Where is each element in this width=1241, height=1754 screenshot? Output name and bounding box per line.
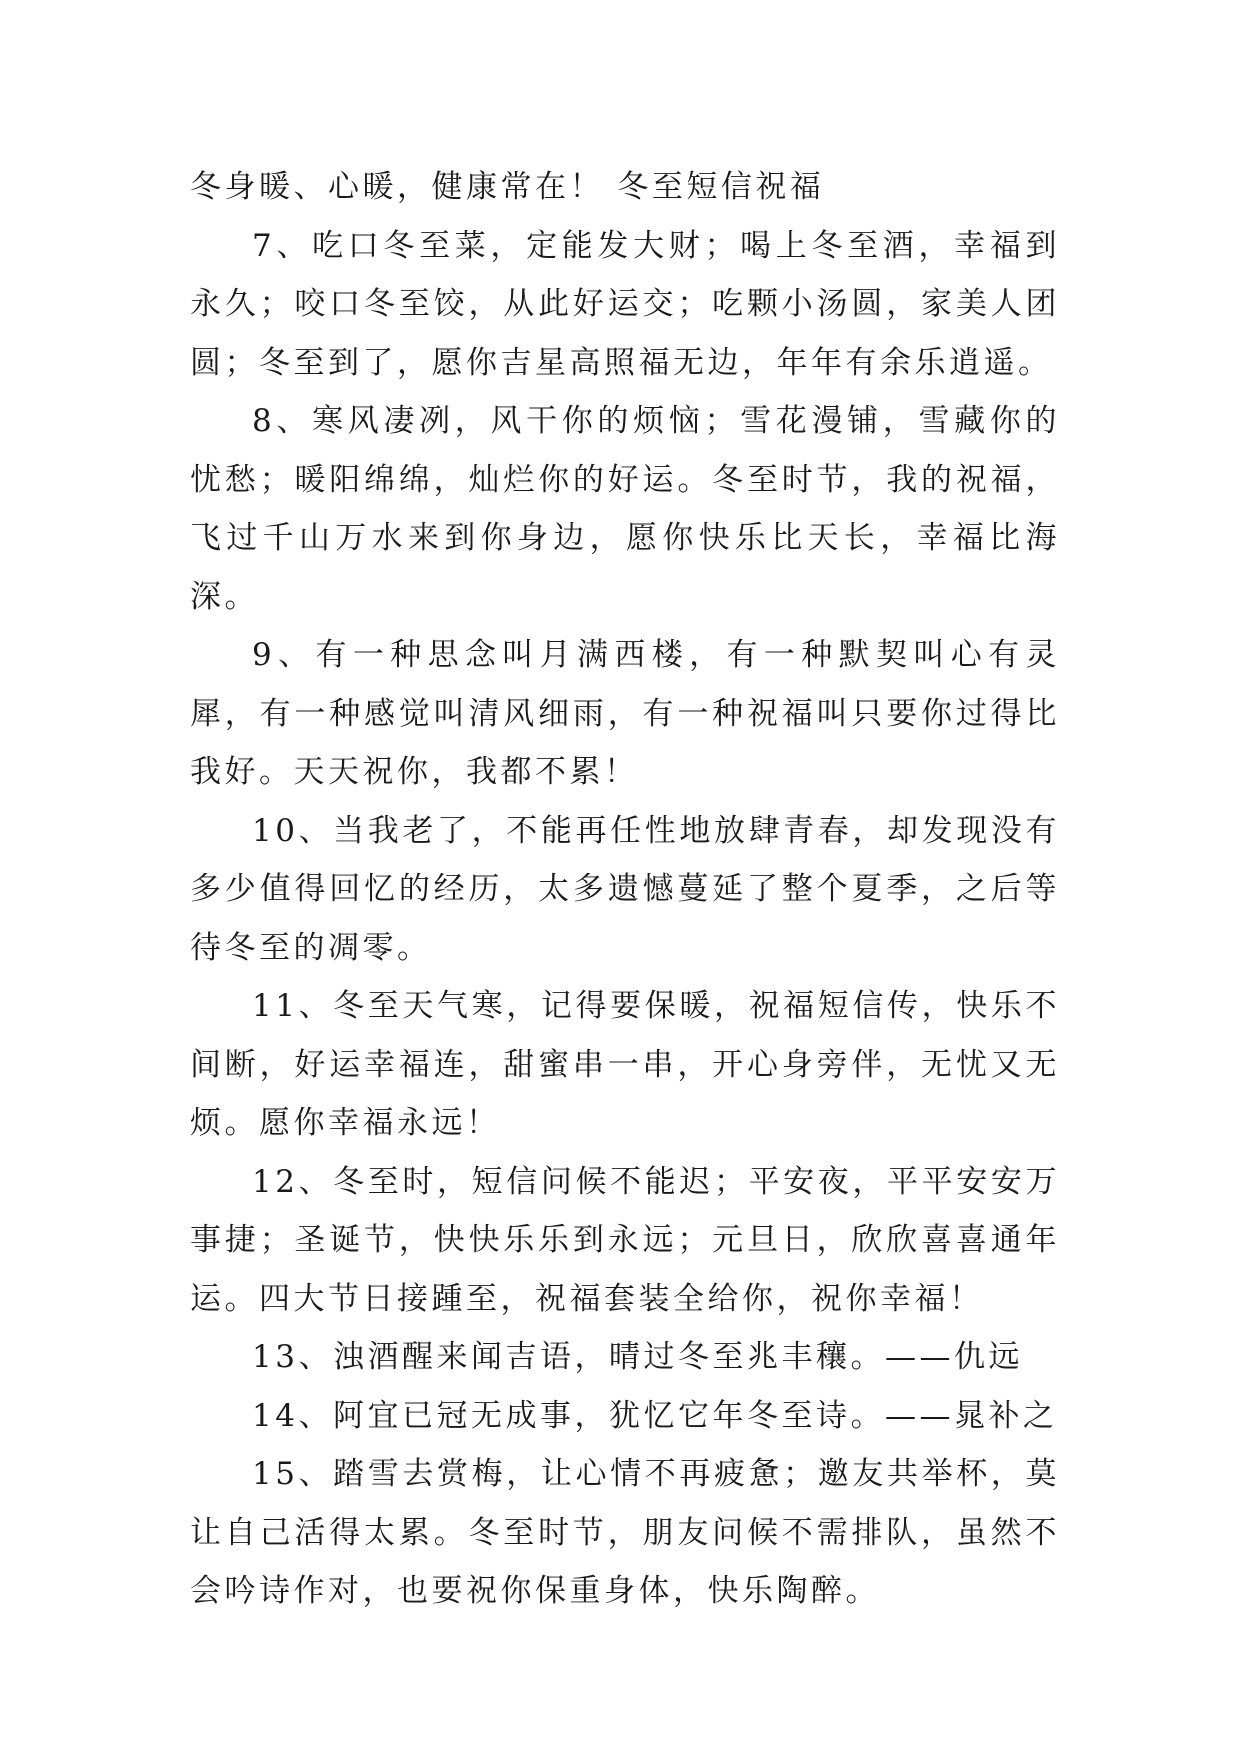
paragraph-intro: 冬身暖、心暖，健康常在！ 冬至短信祝福 — [190, 169, 825, 205]
paragraph-12: 12、冬至时，短信问候不能迟；平安夜，平平安安万事捷；圣诞节，快快乐乐到永远；元旦日，欣欣喜喜通年运。四大节日接踵至，祝福套装全给你，祝你幸福！ — [190, 1163, 1060, 1317]
paragraph-13: 13、浊酒醒来闻吉语，晴过冬至兆丰穰。——仇远 — [252, 1339, 1023, 1375]
paragraph-10: 10、当我老了，不能再任性地放肆青春，却发现没有多少值得回忆的经历，太多遗憾蔓延了整个夏季，之后等待冬至的凋零。 — [190, 812, 1060, 966]
paragraph-14: 14、阿宜已冠无成事，犹忆它年冬至诗。——晁补之 — [252, 1397, 1058, 1434]
paragraph-11: 11、冬至天气寒，记得要保暖，祝福短信传，快乐不间断，好运幸福连，甜蜜串一串，开心身旁伴，无忧又无烦。愿你幸福永远！ — [190, 988, 1060, 1141]
document-page — [190, 158, 1060, 1621]
paragraph-7: 7、吃口冬至菜，定能发大财；喝上冬至酒，幸福到永久；咬口冬至饺，从此好运交；吃颗小汤圆，家美人团圆；冬至到了，愿你吉星高照福无边，年年有余乐逍遥。 — [190, 227, 1060, 381]
paragraph-15: 15、踏雪去赏梅，让心情不再疲惫；邀友共举杯，莫让自己活得太累。冬至时节，朋友问候不需排队，虽然不会吟诗作对，也要祝你保重身体，快乐陶醉。 — [190, 1456, 1060, 1609]
paragraph-8: 8、寒风凄冽，风干你的烦恼；雪花漫铺，雪藏你的忧愁；暖阳绵绵，灿烂你的好运。冬至时节，我的祝福，飞过千山万水来到你身边，愿你快乐比天长，幸福比海深。 — [190, 403, 1060, 615]
paragraph-9: 9、有一种思念叫月满西楼，有一种默契叫心有灵犀，有一种感觉叫清风细雨，有一种祝福叫只要你过得比我好。天天祝你，我都不累！ — [190, 637, 1060, 790]
